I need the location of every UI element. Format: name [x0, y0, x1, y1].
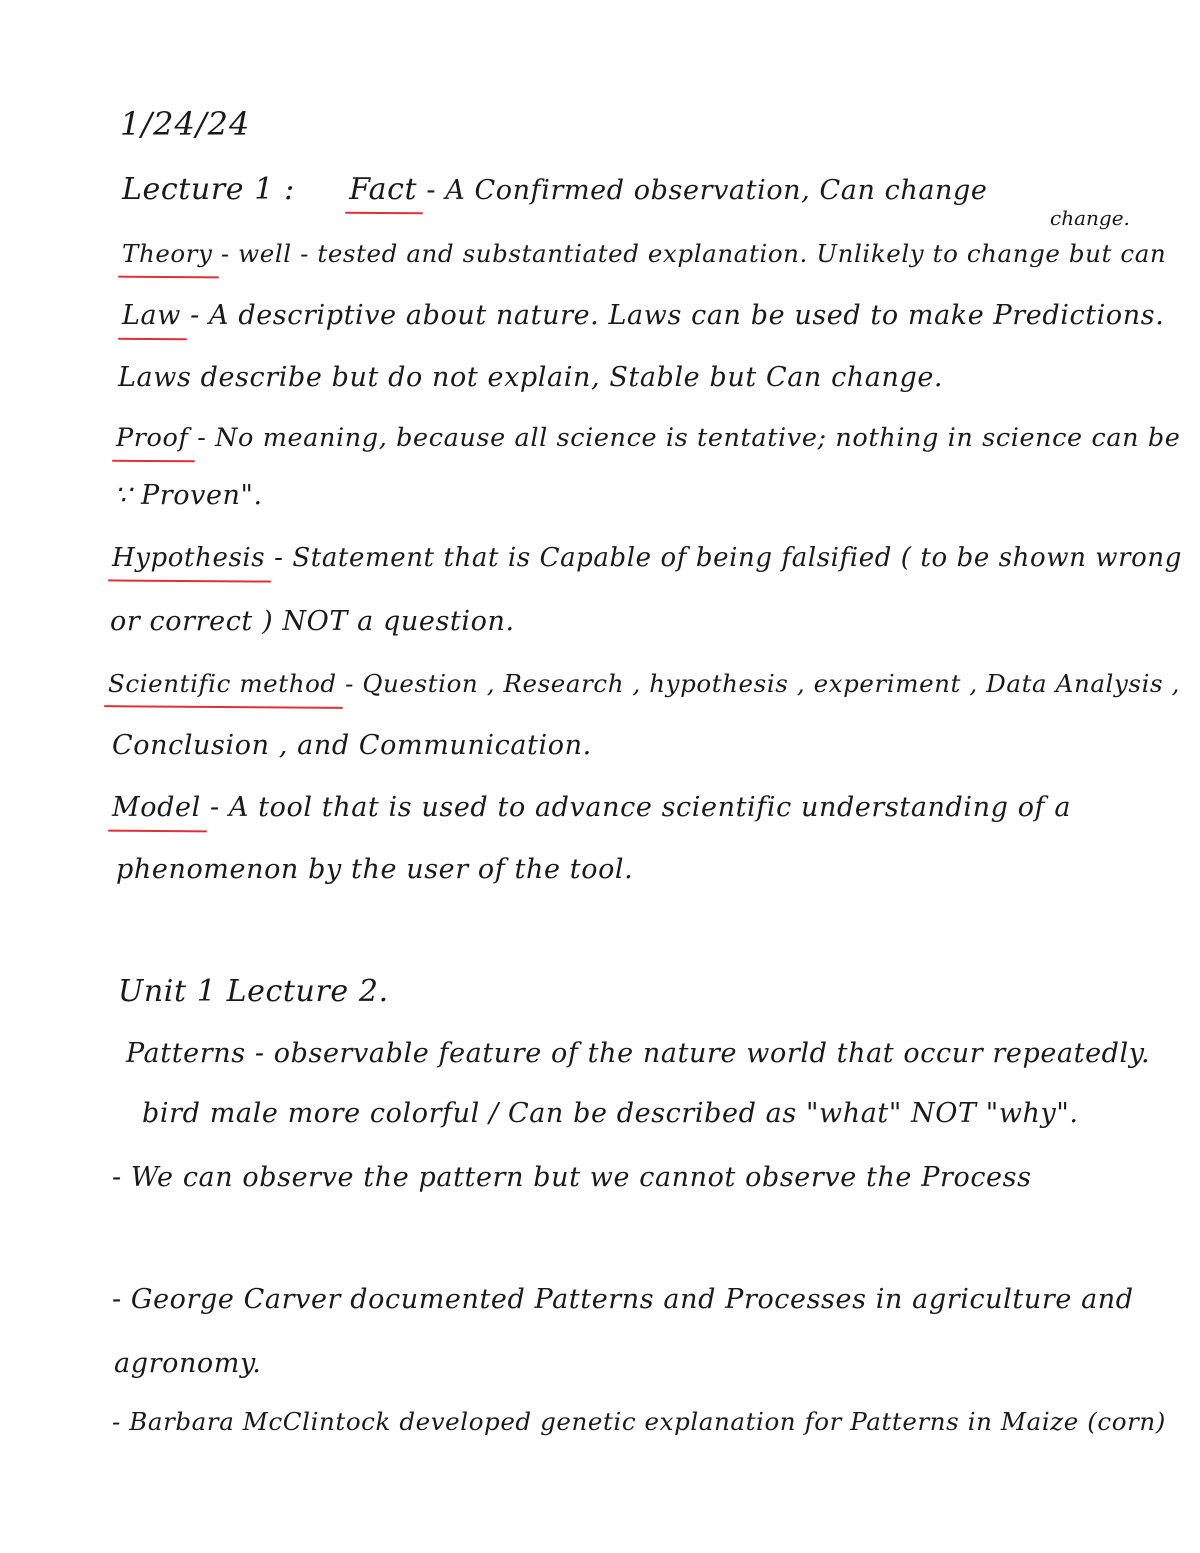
lecture-2-heading: Unit 1 Lecture 2.	[118, 974, 389, 1009]
lecture-1-heading: Lecture 1 :	[122, 172, 295, 207]
model-line	[112, 790, 1071, 826]
proof-line	[116, 420, 1180, 456]
hypothesis-line-2: or correct ) NOT a question.	[110, 606, 515, 637]
fact-definition: - A Confirmed observation, Can change	[426, 175, 988, 206]
scientific-method-line-2: Conclusion , and Communication.	[112, 730, 592, 761]
scientific-method-term: Scientific method	[108, 666, 337, 702]
scientific-method-definition: - Question , Research , hypothesis , experiment , Data Analysis ,	[336, 669, 1180, 698]
lecture-2-line: - We can observe the pattern but we cannot observe the Process	[112, 1162, 1032, 1193]
law-line	[122, 298, 1164, 334]
hypothesis-definition: - Statement that is Capable of being falsified ( to be shown wrong	[265, 543, 1183, 573]
model-definition: - A tool that is used to advance scientific understanding of a	[200, 792, 1072, 823]
proof-definition: - No meaning, because all science is tentative; nothing in science can be	[188, 423, 1181, 453]
model-line-2: phenomenon by the user of the tool.	[116, 854, 634, 885]
fact-term: Fact	[349, 172, 418, 207]
theory-line	[122, 236, 1166, 272]
lecture-2-line: bird male more colorful / Can be described as "what" NOT "why".	[142, 1098, 1079, 1129]
hypothesis-term: Hypothesis	[112, 540, 265, 576]
theory-margin-note: change.	[1050, 206, 1130, 230]
lecture-2-line: - George Carver documented Patterns and Processes in agriculture and	[112, 1284, 1134, 1315]
fact-line	[122, 172, 988, 209]
model-term: Model	[112, 790, 201, 826]
date: 1/24/24	[120, 105, 251, 143]
lecture-2-line: Patterns - observable feature of the nature world that occur repeatedly.	[126, 1038, 1151, 1069]
theory-definition: - well - tested and substantiated explanation. Unlikely to change but can	[212, 239, 1167, 268]
proof-term: Proof	[116, 420, 189, 456]
law-line-2: Laws describe but do not explain, Stable but Can change.	[118, 362, 944, 393]
law-term: Law	[122, 298, 181, 334]
theory-term: Theory	[122, 236, 213, 272]
lecture-2-line: - Barbara McClintock developed genetic explanation for Patterns in Maize (corn)	[112, 1407, 1166, 1436]
law-definition: - A descriptive about nature. Laws can be used to make Predictions.	[180, 300, 1165, 331]
hypothesis-line	[112, 540, 1182, 576]
scientific-method-line	[108, 666, 1180, 702]
lecture-2-line: agronomy.	[114, 1348, 262, 1379]
proof-line-2: ∵ Proven".	[114, 480, 263, 511]
